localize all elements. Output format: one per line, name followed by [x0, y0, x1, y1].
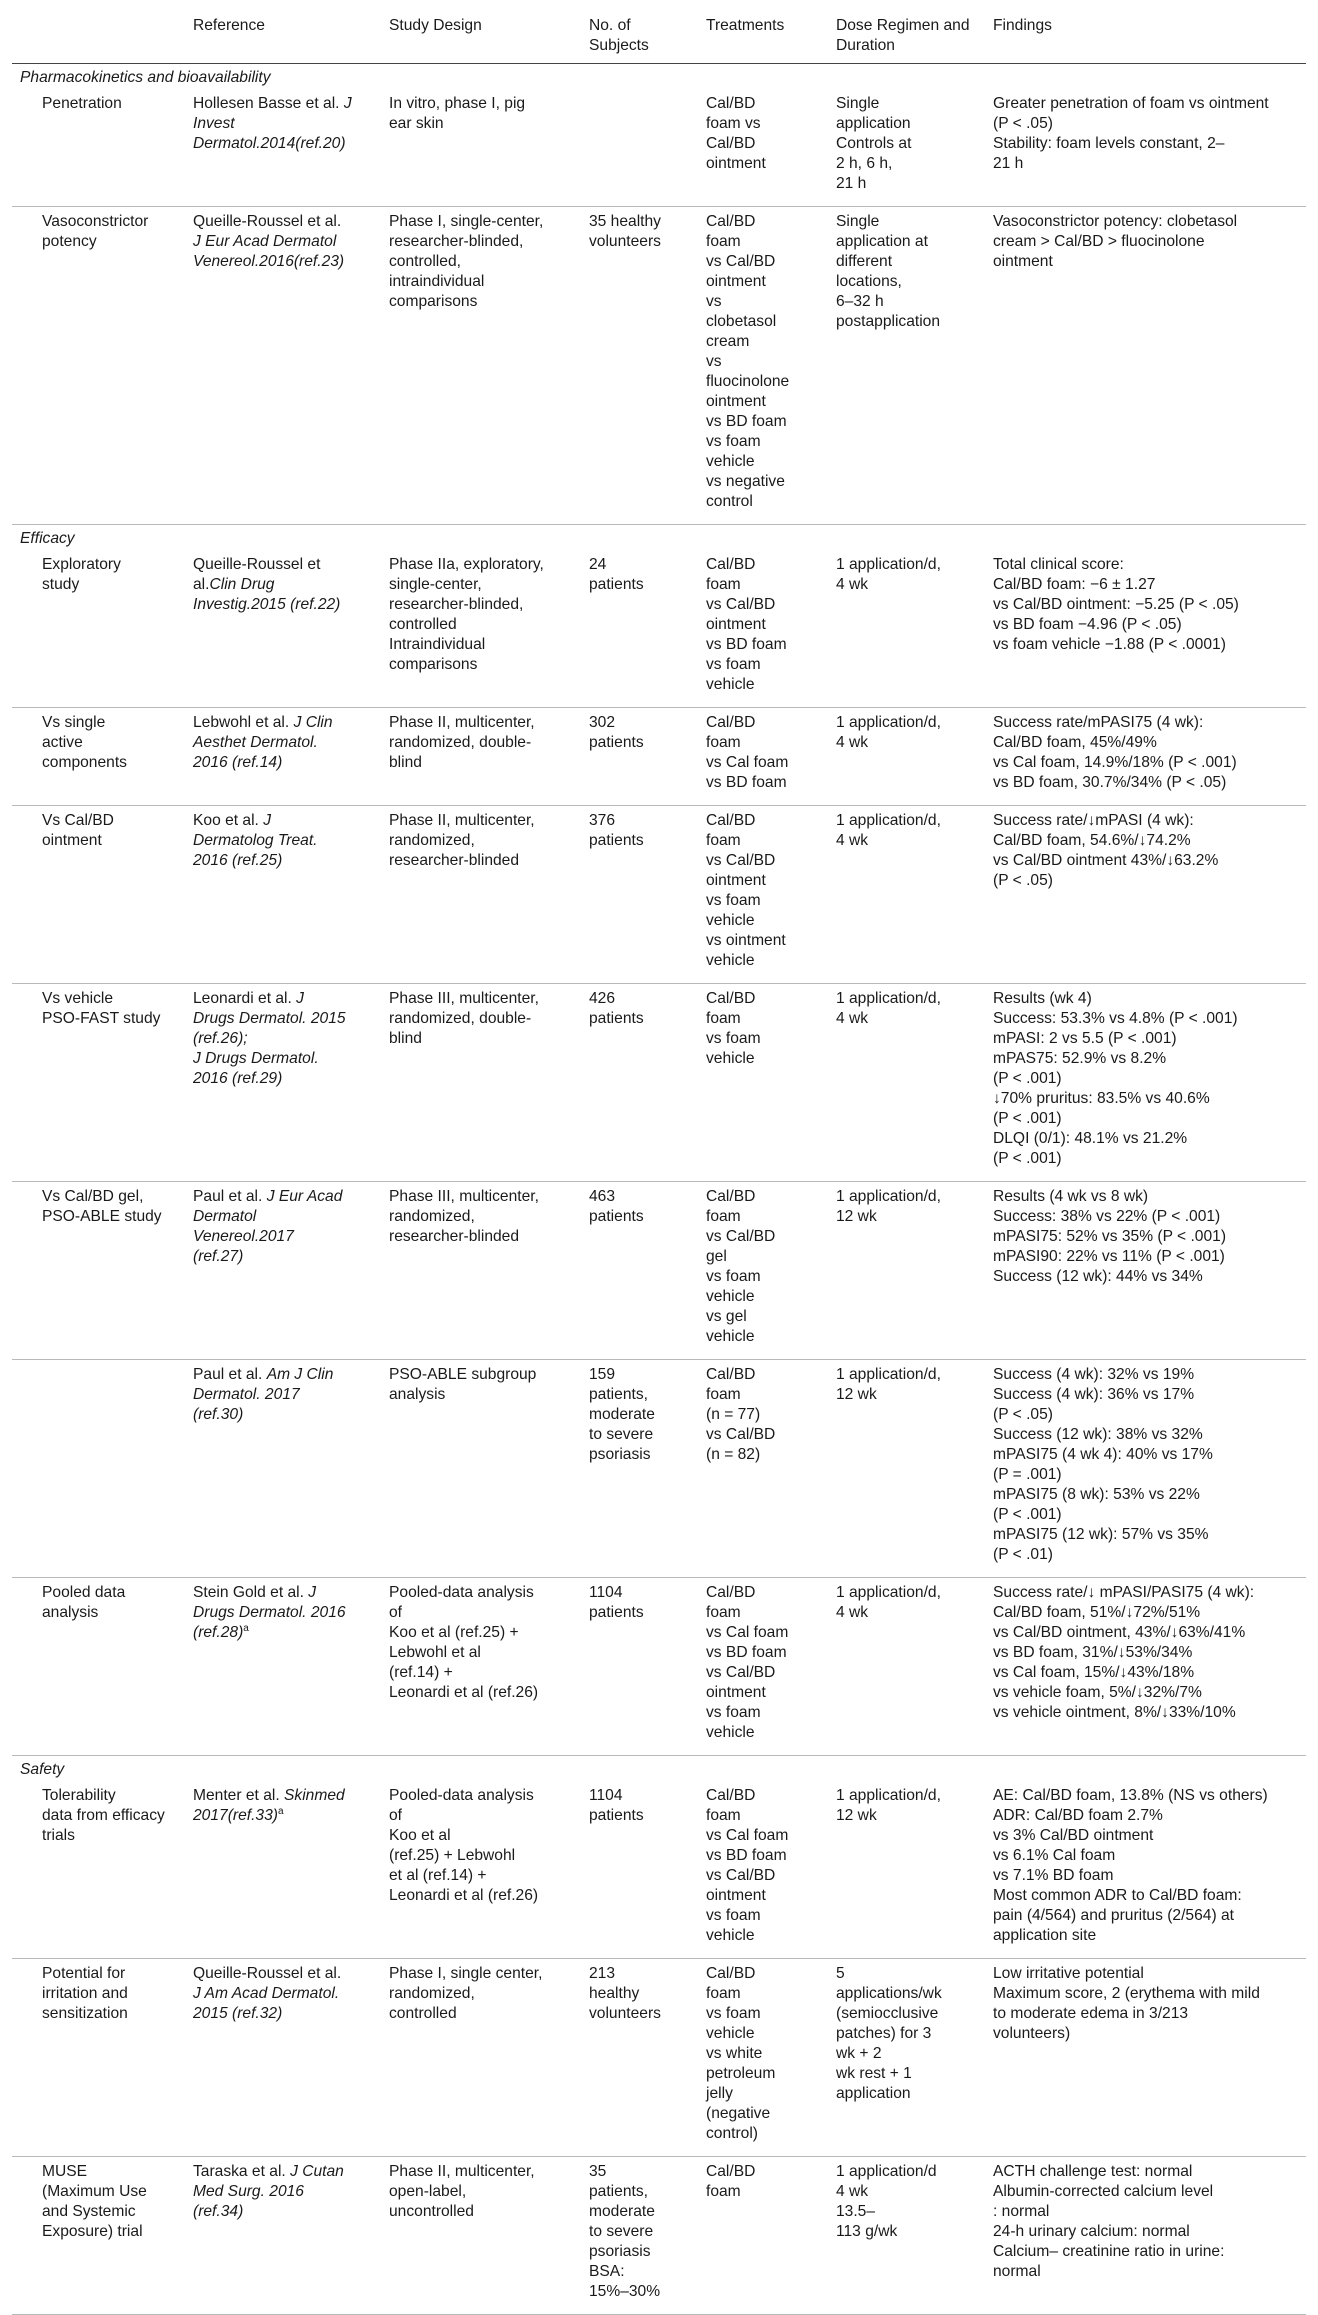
cell-findings: Low irritative potential Maximum score, 2 (erythema with mild to moderate edema in 3/213 volunteers) — [985, 1959, 1306, 2157]
cell-treatments: Cal/BD foam vs Cal foam vs BD foam vs Cal/BD ointment vs foam vehicle — [698, 1781, 828, 1959]
cell-findings: Success rate/mPASI75 (4 wk): Cal/BD foam, 45%/49% vs Cal foam, 14.9%/18% (P < .001) vs BD foam, 30.7%/34% (P < .05) — [985, 708, 1306, 806]
cell-findings: ACTH challenge test: normal Albumin-corrected calcium level : normal 24-h urinary calcium: normal Calcium– creatinine ratio in urine: normal — [985, 2157, 1306, 2315]
cell-topic — [12, 1360, 185, 1578]
cell-reference — [185, 1781, 381, 1959]
cell-findings: Results (wk 4) Success: 53.3% vs 4.8% (P < .001) mPASI: 2 vs 5.5 (P < .001) mPAS75: 52.9% vs 8.2% (P < .001) ↓70% pruritus: 83.5% vs 40.6% (P < .001) DLQI (0/1): 48.1% vs 21.2% (P < .001) — [985, 984, 1306, 1182]
cell-dose-regimen: 1 application/d 4 wk 13.5– 113 g/wk — [828, 2157, 985, 2315]
cell-reference — [185, 984, 381, 1182]
cell-findings: Results (4 wk vs 8 wk) Success: 38% vs 22% (P < .001) mPASI75: 52% vs 35% (P < .001) mPASI90: 22% vs 11% (P < .001) Success (12 wk): 44% vs 34% — [985, 1182, 1306, 1360]
cell-reference — [185, 1360, 381, 1578]
reference-author: Queille-Roussel et al. — [193, 213, 342, 230]
cell-study-design: Phase II, multicenter, open-label, uncontrolled — [381, 2157, 581, 2315]
cell-reference — [185, 2157, 381, 2315]
cell-dose-regimen: 1 application/d, 4 wk — [828, 984, 985, 1182]
header-subjects: No. of Subjects — [581, 10, 698, 64]
cell-dose-regimen: 1 application/d, 12 wk — [828, 1182, 985, 1360]
cell-topic: Vs Cal/BD ointment — [12, 806, 185, 984]
cell-topic: Vasoconstrictor potency — [12, 207, 185, 525]
cell-study-design: Phase III, multicenter, randomized, double- blind — [381, 984, 581, 1182]
section-title: Efficacy — [20, 530, 75, 547]
reference-footnote: a — [243, 1622, 249, 1634]
cell-treatments: Cal/BD foam vs Cal foam vs BD foam — [698, 708, 828, 806]
cell-findings: AE: Cal/BD foam, 13.8% (NS vs others) ADR: Cal/BD foam 2.7% vs 3% Cal/BD ointment vs 6.1% Cal foam vs 7.1% BD foam Most common ADR to Cal/BD foam: pain (4/564) and pruritus (2/564) at application site — [985, 1781, 1306, 1959]
cell-subjects: 159 patients, moderate to severe psoriasis — [581, 1360, 698, 1578]
cell-findings: Vasoconstrictor potency: clobetasol cream > Cal/BD > fluocinolone ointment — [985, 207, 1306, 525]
cell-treatments: Cal/BD foam vs Cal foam vs BD foam vs Cal/BD ointment vs foam vehicle — [698, 1578, 828, 1756]
table-row — [12, 1781, 1306, 1959]
reference-journal: Am J Clin Dermatol. 2017 (ref.30) — [193, 1366, 334, 1423]
reference-author: Queille-Roussel et al. — [193, 556, 321, 593]
header-treatments: Treatments — [698, 10, 828, 64]
cell-study-design: Pooled-data analysis of Koo et al (ref.25) + Lebwohl et al (ref.14) + Leonardi et al (ref.26) — [381, 1781, 581, 1959]
reference-author: Menter et al. — [193, 1787, 285, 1804]
table-row — [12, 1182, 1306, 1360]
cell-subjects: 35 patients, moderate to severe psoriasis BSA: 15%–30% — [581, 2157, 698, 2315]
reference-author: Queille-Roussel et al. — [193, 1965, 342, 1982]
table-row — [12, 1959, 1306, 2157]
cell-treatments: Cal/BD foam vs Cal/BD ointment vs clobetasol cream vs fluocinolone ointment vs BD foam vs foam vehicle vs negative control — [698, 207, 828, 525]
reference-journal: J Invest Dermatol.2014(ref.20) — [193, 95, 352, 152]
cell-study-design: Phase II, multicenter, randomized, double- blind — [381, 708, 581, 806]
cell-topic: Pooled data analysis — [12, 1578, 185, 1756]
reference-journal: J Clin Aesthet Dermatol. 2016 (ref.14) — [193, 714, 333, 771]
cell-reference — [185, 1578, 381, 1756]
cell-subjects: 1104 patients — [581, 1578, 698, 1756]
cell-treatments: Cal/BD foam vs Cal/BD ointment vs foam vehicle vs ointment vehicle — [698, 806, 828, 984]
cell-treatments: Cal/BD foam vs Cal/BD ointment vs BD foam vs foam vehicle — [698, 550, 828, 708]
cell-study-design: In vitro, phase I, pig ear skin — [381, 89, 581, 207]
reference-journal: J Eur Acad Dermatol Venereol.2016(ref.23) — [193, 233, 345, 270]
header-topic — [12, 10, 185, 64]
reference-journal: Skinmed 2017(ref.33) — [193, 1787, 345, 1824]
cell-study-design: Phase II, multicenter, randomized, researcher-blinded — [381, 806, 581, 984]
reference-journal: Clin Drug Investig.2015 (ref.22) — [193, 576, 341, 613]
cell-reference — [185, 89, 381, 207]
reference-journal: J Dermatolog Treat. 2016 (ref.25) — [193, 812, 318, 869]
cell-reference — [185, 708, 381, 806]
cell-subjects: 35 healthy volunteers — [581, 207, 698, 525]
cell-topic: Vs vehicle PSO-FAST study — [12, 984, 185, 1182]
cell-reference — [185, 806, 381, 984]
cell-study-design: Phase I, single center, randomized, controlled — [381, 1959, 581, 2157]
header-row — [12, 10, 1306, 64]
cell-treatments: Cal/BD foam vs foam vehicle vs white petroleum jelly (negative control) — [698, 1959, 828, 2157]
header-reference: Reference — [185, 10, 381, 64]
table-row — [12, 89, 1306, 207]
cell-subjects: 426 patients — [581, 984, 698, 1182]
reference-author: Paul et al. — [193, 1366, 267, 1383]
reference-journal: J Eur Acad Dermatol Venereol.2017 (ref.27) — [193, 1188, 343, 1265]
cell-topic: Vs single active components — [12, 708, 185, 806]
table-row — [12, 984, 1306, 1182]
cell-treatments: Cal/BD foam — [698, 2157, 828, 2315]
cell-findings: Success rate/↓mPASI (4 wk): Cal/BD foam, 54.6%/↓74.2% vs Cal/BD ointment 43%/↓63.2% (P < .05) — [985, 806, 1306, 984]
reference-author: Leonardi et al. — [193, 990, 297, 1007]
reference-journal: J Cutan Med Surg. 2016 (ref.34) — [193, 2163, 344, 2220]
cell-treatments: Cal/BD foam (n = 77) vs Cal/BD (n = 82) — [698, 1360, 828, 1578]
cell-subjects: 463 patients — [581, 1182, 698, 1360]
cell-findings: Success (4 wk): 32% vs 19% Success (4 wk): 36% vs 17% (P < .05) Success (12 wk): 38% vs 32% mPASI75 (4 wk 4): 40% vs 17% (P = .001) mPASI75 (8 wk): 53% vs 22% (P < .001) mPASI75 (12 wk): 57% vs 35% (P < .01) — [985, 1360, 1306, 1578]
reference-journal: J Am Acad Dermatol. 2015 (ref.32) — [193, 1985, 340, 2022]
study-summary-table — [12, 10, 1306, 2315]
cell-findings: Greater penetration of foam vs ointment (P < .05) Stability: foam levels constant, 2– 21 h — [985, 89, 1306, 207]
cell-treatments: Cal/BD foam vs foam vehicle — [698, 984, 828, 1182]
reference-author: Lebwohl et al. — [193, 714, 294, 731]
table-row — [12, 1360, 1306, 1578]
cell-study-design: Pooled-data analysis of Koo et al (ref.25) + Lebwohl et al (ref.14) + Leonardi et al (ref.26) — [381, 1578, 581, 1756]
reference-author: Taraska et al. — [193, 2163, 291, 2180]
table-row — [12, 806, 1306, 984]
cell-findings: Success rate/↓ mPASI/PASI75 (4 wk): Cal/BD foam, 51%/↓72%/51% vs Cal/BD ointment, 43%/↓63%/41% vs BD foam, 31%/↓53%/34% vs Cal foam, 15%/↓43%/18% vs vehicle foam, 5%/↓32%/7% vs vehicle ointment, 8%/↓33%/10% — [985, 1578, 1306, 1756]
section-row — [12, 64, 1306, 90]
cell-topic: Exploratory study — [12, 550, 185, 708]
cell-dose-regimen: Single application at different locations, 6–32 h postapplication — [828, 207, 985, 525]
reference-author: Koo et al. — [193, 812, 264, 829]
cell-study-design: Phase I, single-center, researcher-blinded, controlled, intraindividual comparisons — [381, 207, 581, 525]
cell-subjects: 302 patients — [581, 708, 698, 806]
cell-topic: MUSE (Maximum Use and Systemic Exposure) trial — [12, 2157, 185, 2315]
cell-treatments: Cal/BD foam vs Cal/BD gel vs foam vehicle vs gel vehicle — [698, 1182, 828, 1360]
cell-topic: Potential for irritation and sensitization — [12, 1959, 185, 2157]
reference-author: Hollesen Basse et al. — [193, 95, 344, 112]
cell-subjects: 24 patients — [581, 550, 698, 708]
cell-reference — [185, 550, 381, 708]
cell-subjects: 1104 patients — [581, 1781, 698, 1959]
cell-dose-regimen: Single application Controls at 2 h, 6 h, 21 h — [828, 89, 985, 207]
cell-reference — [185, 1182, 381, 1360]
cell-reference — [185, 207, 381, 525]
reference-journal: J Drugs Dermatol. 2016 (ref.28) — [193, 1584, 346, 1641]
cell-subjects: 213 healthy volunteers — [581, 1959, 698, 2157]
cell-dose-regimen: 5 applications/wk (semiocclusive patches) for 3 wk + 2 wk rest + 1 application — [828, 1959, 985, 2157]
cell-topic: Tolerability data from efficacy trials — [12, 1781, 185, 1959]
cell-study-design: Phase IIa, exploratory, single-center, researcher-blinded, controlled Intraindividual comparisons — [381, 550, 581, 708]
cell-dose-regimen: 1 application/d, 4 wk — [828, 708, 985, 806]
table-row — [12, 207, 1306, 525]
cell-topic: Vs Cal/BD gel, PSO-ABLE study — [12, 1182, 185, 1360]
cell-treatments: Cal/BD foam vs Cal/BD ointment — [698, 89, 828, 207]
section-title: Pharmacokinetics and bioavailability — [20, 69, 271, 86]
cell-reference — [185, 1959, 381, 2157]
table-row — [12, 550, 1306, 708]
reference-journal: J Drugs Dermatol. 2015 (ref.26); J Drugs Dermatol. 2016 (ref.29) — [193, 990, 346, 1087]
cell-subjects: 376 patients — [581, 806, 698, 984]
cell-dose-regimen: 1 application/d, 12 wk — [828, 1360, 985, 1578]
reference-author: Stein Gold et al. — [193, 1584, 309, 1601]
cell-study-design: PSO-ABLE subgroup analysis — [381, 1360, 581, 1578]
reference-author: Paul et al. — [193, 1188, 267, 1205]
section-title: Safety — [20, 1761, 65, 1778]
section-row — [12, 1756, 1306, 1782]
header-dose-regimen: Dose Regimen and Duration — [828, 10, 985, 64]
cell-dose-regimen: 1 application/d, 12 wk — [828, 1781, 985, 1959]
table-row — [12, 708, 1306, 806]
cell-dose-regimen: 1 application/d, 4 wk — [828, 806, 985, 984]
cell-topic: Penetration — [12, 89, 185, 207]
table-row — [12, 1578, 1306, 1756]
header-study-design: Study Design — [381, 10, 581, 64]
cell-findings: Total clinical score: Cal/BD foam: −6 ± 1.27 vs Cal/BD ointment: −5.25 (P < .05) vs BD foam −4.96 (P < .05) vs foam vehicle −1.88 (P < .0001) — [985, 550, 1306, 708]
cell-subjects — [581, 89, 698, 207]
header-findings: Findings — [985, 10, 1306, 64]
table-row — [12, 2157, 1306, 2315]
reference-footnote: a — [277, 1805, 284, 1817]
section-row — [12, 525, 1306, 551]
cell-study-design: Phase III, multicenter, randomized, researcher-blinded — [381, 1182, 581, 1360]
table-body — [12, 64, 1306, 2315]
cell-dose-regimen: 1 application/d, 4 wk — [828, 550, 985, 708]
cell-dose-regimen: 1 application/d, 4 wk — [828, 1578, 985, 1756]
